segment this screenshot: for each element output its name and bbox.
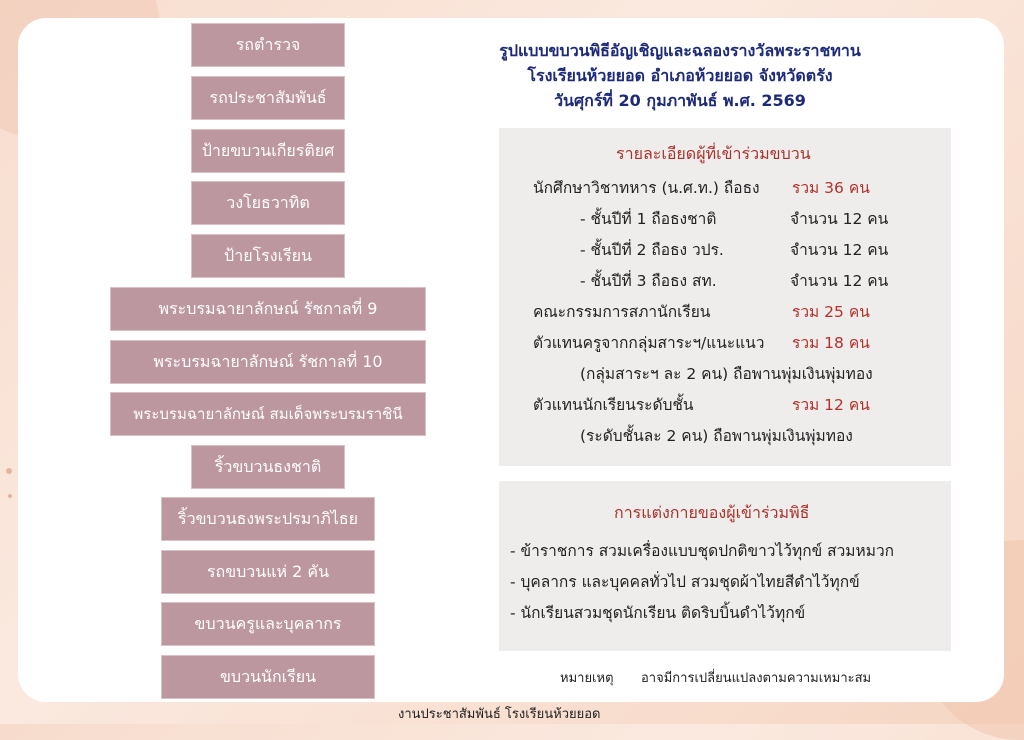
participant-label: นักศึกษาวิชาทหาร (น.ศ.ท.) ถือธง: [533, 179, 760, 197]
procession-box: ริ้วขบวนธงชาติ: [191, 445, 345, 489]
footer-credit: งานประชาสัมพันธ์ โรงเรียนห้วยยอด: [398, 707, 601, 722]
page-title-line1: รูปแบบขบวนพิธีอัญเชิญและฉลองรางวัลพระราชทาน: [499, 41, 861, 60]
note-label: หมายเหตุ: [560, 671, 614, 686]
participants-heading: รายละเอียดผู้ที่เข้าร่วมขบวน: [616, 144, 811, 163]
page-title-line3: วันศุกร์ที่ 20 กุมภาพันธ์ พ.ศ. 2569: [554, 91, 806, 110]
procession-box: ขบวนนักเรียน: [161, 655, 375, 699]
procession-box: ขบวนครูและบุคลากร: [161, 602, 375, 646]
procession-box: ป้ายโรงเรียน: [191, 234, 345, 278]
participant-count: จำนวน 12 คน: [790, 272, 889, 290]
dress-code-item: - บุคลากร และบุคคลทั่วไป สวมชุดผ้าไทยสีดำไว้ทุกข์: [510, 573, 860, 591]
participant-total: รวม 12 คน: [792, 396, 870, 414]
participant-label: - ชั้นปีที่ 2 ถือธง วปร.: [580, 241, 724, 259]
procession-box: รถตำรวจ: [191, 23, 345, 67]
background-dot: [6, 468, 12, 474]
participant-label: - ชั้นปีที่ 1 ถือธงชาติ: [580, 210, 717, 228]
participant-count: จำนวน 12 คน: [790, 241, 889, 259]
page-title-line2: โรงเรียนห้วยยอด อำเภอห้วยยอด จังหวัดตรัง: [527, 66, 833, 85]
dress-code-heading: การแต่งกายของผู้เข้าร่วมพิธี: [614, 503, 810, 522]
participant-count: จำนวน 12 คน: [790, 210, 889, 228]
participant-label: ตัวแทนครูจากกลุ่มสาระฯ/แนะแนว: [533, 334, 765, 352]
participant-total: รวม 25 คน: [792, 303, 870, 321]
participant-label: - ชั้นปีที่ 3 ถือธง สท.: [580, 272, 717, 290]
dress-code-item: - นักเรียนสวมชุดนักเรียน ติดริบบิ้นดำไว้ทุกข์: [510, 604, 806, 622]
procession-box: ริ้วขบวนธงพระปรมาภิไธย: [161, 497, 375, 541]
participant-label: ตัวแทนนักเรียนระดับชั้น: [533, 396, 694, 414]
procession-box: รถขบวนแห่ 2 คัน: [161, 550, 375, 594]
note-text: อาจมีการเปลี่ยนแปลงตามความเหมาะสม: [641, 671, 872, 686]
dress-code-item: - ข้าราชการ สวมเครื่องแบบชุดปกติขาวไว้ทุกข์ สวมหมวก: [510, 542, 895, 560]
participant-label: คณะกรรมการสภานักเรียน: [533, 303, 711, 321]
procession-box: พระบรมฉายาลักษณ์ รัชกาลที่ 9: [110, 287, 426, 331]
procession-box: ป้ายขบวนเกียรติยศ: [191, 129, 345, 173]
participant-total: รวม 18 คน: [792, 334, 870, 352]
procession-box: พระบรมฉายาลักษณ์ สมเด็จพระบรมราชินี: [110, 392, 426, 436]
participant-label: (กลุ่มสาระฯ ละ 2 คน) ถือพานพุ่มเงินพุ่มทอง: [580, 365, 873, 383]
procession-box: รถประชาสัมพันธ์: [191, 76, 345, 120]
participant-label: (ระดับชั้นละ 2 คน) ถือพานพุ่มเงินพุ่มทอง: [580, 427, 853, 445]
procession-box: วงโยธวาทิต: [191, 181, 345, 225]
background-dot: [8, 494, 12, 498]
procession-box: พระบรมฉายาลักษณ์ รัชกาลที่ 10: [110, 340, 426, 384]
participant-total: รวม 36 คน: [792, 179, 870, 197]
